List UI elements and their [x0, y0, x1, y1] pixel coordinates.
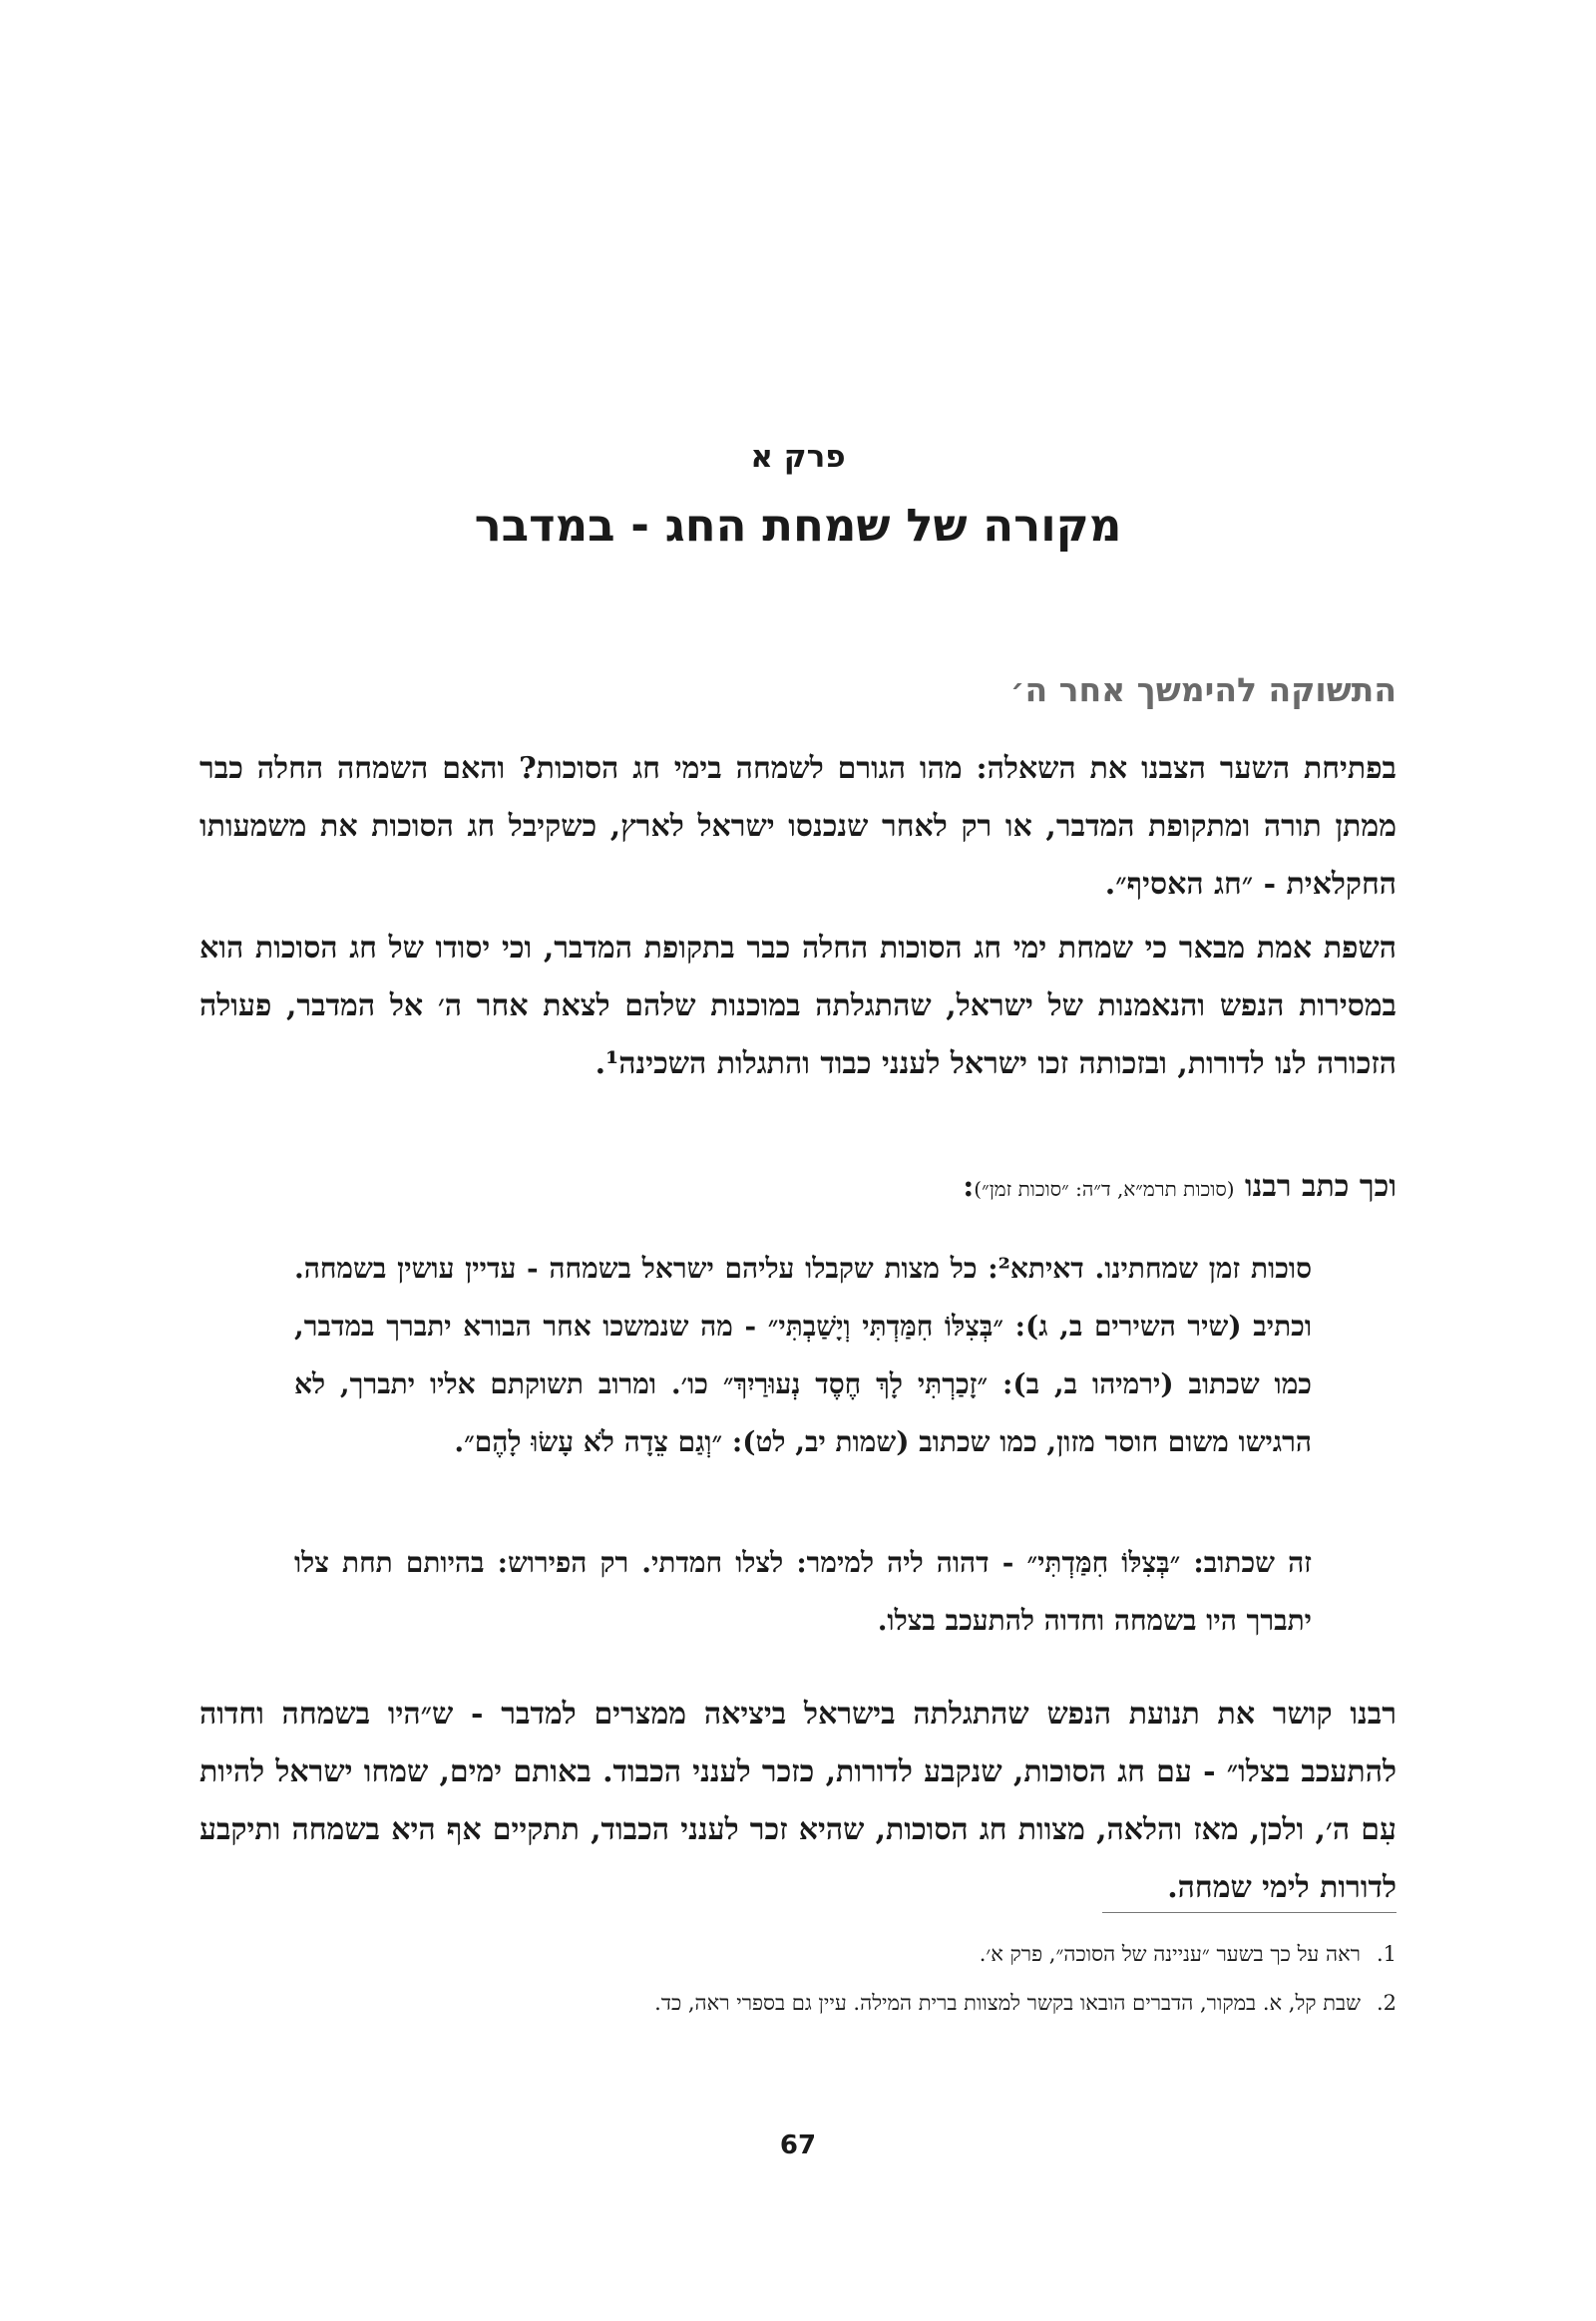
chapter-label: פרק א: [750, 439, 846, 475]
footnote-text: שבת קל, א. במקור, הדברים הובאו בקשר למצוות ברית המילה. עיין גם בספרי ראה, כד.: [654, 1991, 1361, 2015]
section-heading: התשוקה להימשך אחר ה׳: [1009, 670, 1396, 709]
body-paragraph-1: בפתיחת השער הצבנו את השאלה: מהו הגורם לשמחה בימי חג הסוכות? והאם השמחה החלה כבר ממתן תורה ומתקופת המדבר, או רק לאחר שנכנסו ישראל לארץ, כשקיבל חג הסוכות את משמעותו החקלאית - ״חג האסיף״.: [200, 751, 1396, 902]
footnote-2: [200, 1988, 1396, 2018]
footnote-divider: [1102, 1912, 1396, 1913]
closing-paragraph: רבנו קושר את תנועת הנפש שהתגלתה בישראל ביציאה ממצרים למדבר - ש״היו בשמחה וחדוה להתעכב בצלו״ - עם חג הסוכות, שנקבע לדורות, כזכר לענני הכבוד. באותם ימים, שמחו ישראל להיות עִם ה׳, ולכן, מאז והלאה, מצוות חג הסוכות, שהיא זכר לענני הכבוד, תתקיים אף היא בשמחה ותיקבע לדורות לימי שמחה.: [200, 1697, 1396, 1905]
footnote-text: ראה על כך בשער ״עניינה של הסוכה״, פרק א׳.: [979, 1942, 1361, 1966]
footnote-1: [200, 1939, 1396, 1969]
quote-source: (סוכות תרמ״א, ד״ה: ״סוכות זמן״): [974, 1177, 1235, 1201]
footnote-number: 2.: [1376, 1991, 1396, 2015]
chapter-title: מקורה של שמחת החג - במדבר: [474, 499, 1122, 552]
page-number: 67: [779, 2130, 817, 2160]
quote-introduction: [200, 1165, 1396, 1211]
block-quote-paragraph-1: סוכות זמן שמחתינו. דאיתא²: כל מצות שקבלו עליהם ישראל בשמחה - עדיין עושין בשמחה. וכתיב (שיר השירים ב, ג): ״בְּצִלּוֹ חִמַּדְתִּי וְיָשַׁבְתִּי״ - מה שנמשכו אחר הבורא יתברך במדבר, כמו שכתוב (ירמיהו ב, ב): ״זָכַרְתִּי לָךְ חֶסֶד נְעוּרַיִךְ״ כו׳. ומרוב תשוקתם אליו יתברך, לא הרגישו משום חוסר מזון, כמו שכתוב (שמות יב, לט): ״וְגַם צֵדָה לֹא עָשׂוּ לָהֶם״.: [294, 1252, 1313, 1458]
block-quote-paragraph-2: זה שכתוב: ״בְּצִלּוֹ חִמַּדְתִּי״ - דהוה ליה למימר: לצלו חמדתי. רק הפירוש: בהיותם תחת צלו יתברך היו בשמחה וחדוה להתעכב בצלו.: [294, 1546, 1312, 1637]
body-paragraph-2: השפת אמת מבאר כי שמחת ימי חג הסוכות החלה כבר בתקופת המדבר, וכי יסודו של חג הסוכות הוא במסירות הנפש והנאמנות של ישראל, שהתגלתה במוכנות שלהם לצאת אחר ה׳ אל המדבר, פעולה הזכורה לנו לדורות, ובזכותה זכו ישראל לענני כבוד והתגלות השכינה¹.: [200, 931, 1396, 1081]
footnote-number: 1.: [1376, 1942, 1396, 1966]
quote-intro-text: וכך כתב רבנו: [1244, 1169, 1396, 1204]
quote-intro-colon: :: [963, 1169, 975, 1204]
